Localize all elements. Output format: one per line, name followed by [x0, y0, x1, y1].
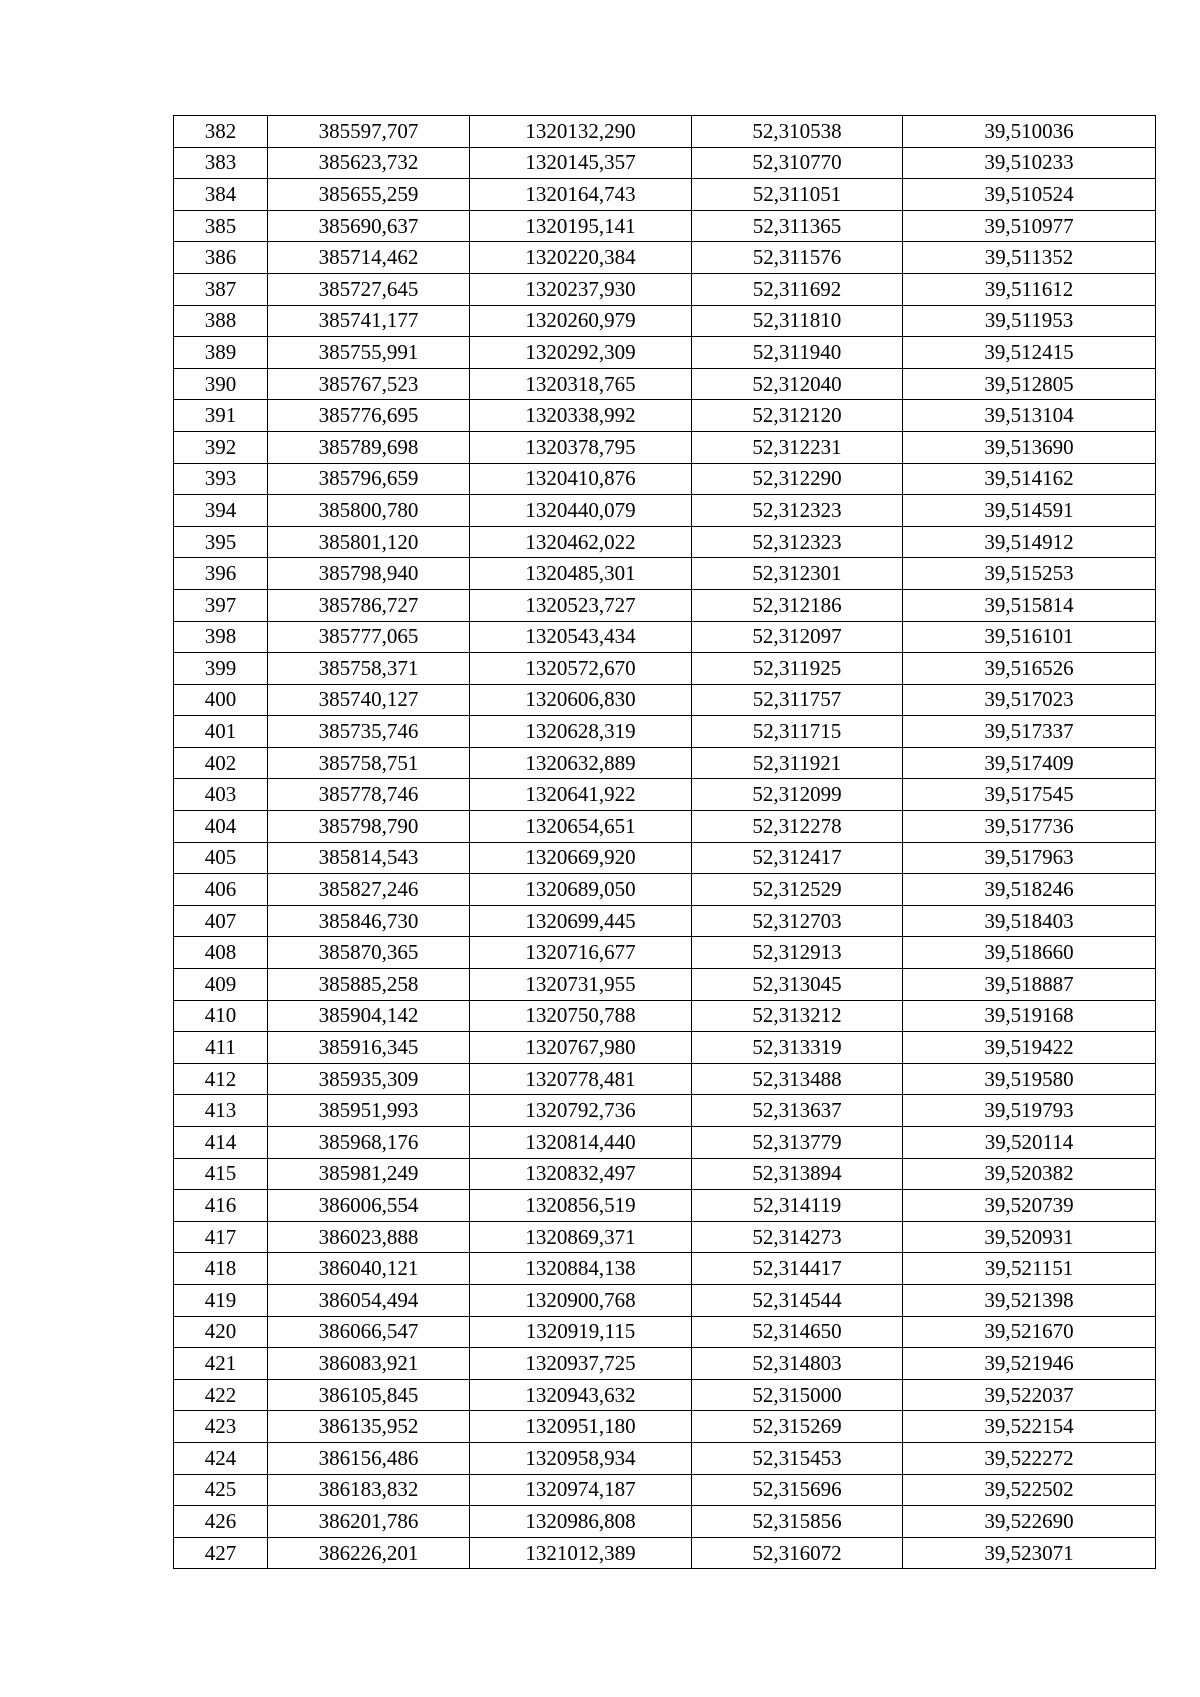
- y-coordinate-cell: 1320951,180: [470, 1411, 692, 1443]
- longitude-cell: 39,513690: [903, 431, 1156, 463]
- y-coordinate-cell: 1320195,141: [470, 210, 692, 242]
- point-number-cell: 390: [174, 368, 268, 400]
- table-row: [174, 1537, 1156, 1569]
- y-coordinate-cell: 1320164,743: [470, 179, 692, 211]
- x-coordinate-cell: 386105,845: [268, 1379, 470, 1411]
- table-row: [174, 1348, 1156, 1380]
- point-number-cell: 417: [174, 1221, 268, 1253]
- table-row: [174, 621, 1156, 653]
- y-coordinate-cell: 1320132,290: [470, 116, 692, 148]
- longitude-cell: 39,521398: [903, 1284, 1156, 1316]
- point-number-cell: 413: [174, 1095, 268, 1127]
- x-coordinate-cell: 385916,345: [268, 1032, 470, 1064]
- latitude-cell: 52,313319: [692, 1032, 903, 1064]
- longitude-cell: 39,517545: [903, 779, 1156, 811]
- longitude-cell: 39,510233: [903, 147, 1156, 179]
- longitude-cell: 39,517409: [903, 747, 1156, 779]
- point-number-cell: 389: [174, 337, 268, 369]
- latitude-cell: 52,312703: [692, 905, 903, 937]
- latitude-cell: 52,311757: [692, 684, 903, 716]
- table-row: [174, 1158, 1156, 1190]
- y-coordinate-cell: 1320919,115: [470, 1316, 692, 1348]
- latitude-cell: 52,312529: [692, 874, 903, 906]
- table-row: [174, 463, 1156, 495]
- table-row: [174, 684, 1156, 716]
- y-coordinate-cell: 1320654,651: [470, 811, 692, 843]
- longitude-cell: 39,518887: [903, 969, 1156, 1001]
- x-coordinate-cell: 385827,246: [268, 874, 470, 906]
- table-row: [174, 210, 1156, 242]
- latitude-cell: 52,313894: [692, 1158, 903, 1190]
- x-coordinate-cell: 386226,201: [268, 1537, 470, 1569]
- latitude-cell: 52,315000: [692, 1379, 903, 1411]
- x-coordinate-cell: 385801,120: [268, 526, 470, 558]
- longitude-cell: 39,511953: [903, 305, 1156, 337]
- point-number-cell: 400: [174, 684, 268, 716]
- y-coordinate-cell: 1320900,768: [470, 1284, 692, 1316]
- latitude-cell: 52,313637: [692, 1095, 903, 1127]
- point-number-cell: 407: [174, 905, 268, 937]
- y-coordinate-cell: 1320628,319: [470, 716, 692, 748]
- y-coordinate-cell: 1320523,727: [470, 589, 692, 621]
- table-row: [174, 969, 1156, 1001]
- table-row: [174, 1442, 1156, 1474]
- latitude-cell: 52,310538: [692, 116, 903, 148]
- point-number-cell: 398: [174, 621, 268, 653]
- table-row: [174, 1284, 1156, 1316]
- x-coordinate-cell: 386183,832: [268, 1474, 470, 1506]
- y-coordinate-cell: 1320145,357: [470, 147, 692, 179]
- latitude-cell: 52,312040: [692, 368, 903, 400]
- latitude-cell: 52,312278: [692, 811, 903, 843]
- y-coordinate-cell: 1320814,440: [470, 1127, 692, 1159]
- x-coordinate-cell: 385870,365: [268, 937, 470, 969]
- latitude-cell: 52,314417: [692, 1253, 903, 1285]
- latitude-cell: 52,311576: [692, 242, 903, 274]
- x-coordinate-cell: 385655,259: [268, 179, 470, 211]
- x-coordinate-cell: 386156,486: [268, 1442, 470, 1474]
- point-number-cell: 408: [174, 937, 268, 969]
- coordinates-table-body: [174, 116, 1156, 1569]
- y-coordinate-cell: 1320832,497: [470, 1158, 692, 1190]
- point-number-cell: 414: [174, 1127, 268, 1159]
- longitude-cell: 39,522154: [903, 1411, 1156, 1443]
- table-row: [174, 811, 1156, 843]
- x-coordinate-cell: 385727,645: [268, 273, 470, 305]
- table-row: [174, 337, 1156, 369]
- point-number-cell: 403: [174, 779, 268, 811]
- longitude-cell: 39,520739: [903, 1190, 1156, 1222]
- longitude-cell: 39,519168: [903, 1000, 1156, 1032]
- point-number-cell: 418: [174, 1253, 268, 1285]
- coordinates-table: [173, 115, 1156, 1569]
- y-coordinate-cell: 1320572,670: [470, 653, 692, 685]
- latitude-cell: 52,315856: [692, 1506, 903, 1538]
- y-coordinate-cell: 1320689,050: [470, 874, 692, 906]
- point-number-cell: 422: [174, 1379, 268, 1411]
- table-row: [174, 1411, 1156, 1443]
- latitude-cell: 52,311715: [692, 716, 903, 748]
- x-coordinate-cell: 386135,952: [268, 1411, 470, 1443]
- table-row: [174, 1474, 1156, 1506]
- longitude-cell: 39,523071: [903, 1537, 1156, 1569]
- latitude-cell: 52,312323: [692, 526, 903, 558]
- point-number-cell: 395: [174, 526, 268, 558]
- point-number-cell: 405: [174, 842, 268, 874]
- y-coordinate-cell: 1320606,830: [470, 684, 692, 716]
- x-coordinate-cell: 385800,780: [268, 495, 470, 527]
- x-coordinate-cell: 386201,786: [268, 1506, 470, 1538]
- table-row: [174, 1221, 1156, 1253]
- x-coordinate-cell: 386054,494: [268, 1284, 470, 1316]
- y-coordinate-cell: 1320986,808: [470, 1506, 692, 1538]
- x-coordinate-cell: 386083,921: [268, 1348, 470, 1380]
- y-coordinate-cell: 1320856,519: [470, 1190, 692, 1222]
- x-coordinate-cell: 385968,176: [268, 1127, 470, 1159]
- table-row: [174, 558, 1156, 590]
- longitude-cell: 39,510036: [903, 116, 1156, 148]
- table-row: [174, 305, 1156, 337]
- latitude-cell: 52,311810: [692, 305, 903, 337]
- point-number-cell: 404: [174, 811, 268, 843]
- latitude-cell: 52,310770: [692, 147, 903, 179]
- x-coordinate-cell: 386066,547: [268, 1316, 470, 1348]
- x-coordinate-cell: 385786,727: [268, 589, 470, 621]
- latitude-cell: 52,314119: [692, 1190, 903, 1222]
- table-row: [174, 1253, 1156, 1285]
- longitude-cell: 39,515253: [903, 558, 1156, 590]
- point-number-cell: 425: [174, 1474, 268, 1506]
- longitude-cell: 39,517963: [903, 842, 1156, 874]
- point-number-cell: 393: [174, 463, 268, 495]
- table-row: [174, 716, 1156, 748]
- x-coordinate-cell: 385776,695: [268, 400, 470, 432]
- longitude-cell: 39,510524: [903, 179, 1156, 211]
- latitude-cell: 52,314273: [692, 1221, 903, 1253]
- table-row: [174, 779, 1156, 811]
- table-row: [174, 368, 1156, 400]
- latitude-cell: 52,312099: [692, 779, 903, 811]
- latitude-cell: 52,315453: [692, 1442, 903, 1474]
- latitude-cell: 52,311365: [692, 210, 903, 242]
- table-row: [174, 589, 1156, 621]
- point-number-cell: 415: [174, 1158, 268, 1190]
- x-coordinate-cell: 385755,991: [268, 337, 470, 369]
- x-coordinate-cell: 385846,730: [268, 905, 470, 937]
- x-coordinate-cell: 385798,940: [268, 558, 470, 590]
- y-coordinate-cell: 1320778,481: [470, 1063, 692, 1095]
- latitude-cell: 52,315269: [692, 1411, 903, 1443]
- table-row: [174, 747, 1156, 779]
- x-coordinate-cell: 385778,746: [268, 779, 470, 811]
- longitude-cell: 39,512415: [903, 337, 1156, 369]
- point-number-cell: 416: [174, 1190, 268, 1222]
- y-coordinate-cell: 1320378,795: [470, 431, 692, 463]
- latitude-cell: 52,311925: [692, 653, 903, 685]
- point-number-cell: 426: [174, 1506, 268, 1538]
- point-number-cell: 427: [174, 1537, 268, 1569]
- latitude-cell: 52,312120: [692, 400, 903, 432]
- point-number-cell: 410: [174, 1000, 268, 1032]
- y-coordinate-cell: 1320731,955: [470, 969, 692, 1001]
- point-number-cell: 384: [174, 179, 268, 211]
- latitude-cell: 52,311921: [692, 747, 903, 779]
- y-coordinate-cell: 1320543,434: [470, 621, 692, 653]
- x-coordinate-cell: 385623,732: [268, 147, 470, 179]
- y-coordinate-cell: 1320750,788: [470, 1000, 692, 1032]
- point-number-cell: 387: [174, 273, 268, 305]
- y-coordinate-cell: 1320716,677: [470, 937, 692, 969]
- y-coordinate-cell: 1320958,934: [470, 1442, 692, 1474]
- table-row: [174, 179, 1156, 211]
- y-coordinate-cell: 1320462,022: [470, 526, 692, 558]
- x-coordinate-cell: 385789,698: [268, 431, 470, 463]
- table-row: [174, 1032, 1156, 1064]
- x-coordinate-cell: 385767,523: [268, 368, 470, 400]
- table-row: [174, 273, 1156, 305]
- x-coordinate-cell: 385777,065: [268, 621, 470, 653]
- y-coordinate-cell: 1320632,889: [470, 747, 692, 779]
- latitude-cell: 52,312186: [692, 589, 903, 621]
- point-number-cell: 406: [174, 874, 268, 906]
- x-coordinate-cell: 385690,637: [268, 210, 470, 242]
- longitude-cell: 39,517337: [903, 716, 1156, 748]
- latitude-cell: 52,311692: [692, 273, 903, 305]
- y-coordinate-cell: 1320943,632: [470, 1379, 692, 1411]
- longitude-cell: 39,522690: [903, 1506, 1156, 1538]
- latitude-cell: 52,312097: [692, 621, 903, 653]
- point-number-cell: 424: [174, 1442, 268, 1474]
- table-row: [174, 1063, 1156, 1095]
- latitude-cell: 52,312290: [692, 463, 903, 495]
- x-coordinate-cell: 386040,121: [268, 1253, 470, 1285]
- table-row: [174, 937, 1156, 969]
- y-coordinate-cell: 1320318,765: [470, 368, 692, 400]
- longitude-cell: 39,517023: [903, 684, 1156, 716]
- table-row: [174, 242, 1156, 274]
- longitude-cell: 39,515814: [903, 589, 1156, 621]
- latitude-cell: 52,311051: [692, 179, 903, 211]
- y-coordinate-cell: 1320440,079: [470, 495, 692, 527]
- x-coordinate-cell: 386006,554: [268, 1190, 470, 1222]
- longitude-cell: 39,522037: [903, 1379, 1156, 1411]
- table-row: [174, 1000, 1156, 1032]
- latitude-cell: 52,313779: [692, 1127, 903, 1159]
- table-row: [174, 842, 1156, 874]
- table-row: [174, 1506, 1156, 1538]
- longitude-cell: 39,520114: [903, 1127, 1156, 1159]
- table-row: [174, 431, 1156, 463]
- x-coordinate-cell: 385798,790: [268, 811, 470, 843]
- point-number-cell: 402: [174, 747, 268, 779]
- x-coordinate-cell: 385735,746: [268, 716, 470, 748]
- longitude-cell: 39,518246: [903, 874, 1156, 906]
- y-coordinate-cell: 1320237,930: [470, 273, 692, 305]
- y-coordinate-cell: 1320884,138: [470, 1253, 692, 1285]
- longitude-cell: 39,520931: [903, 1221, 1156, 1253]
- y-coordinate-cell: 1320937,725: [470, 1348, 692, 1380]
- latitude-cell: 52,314650: [692, 1316, 903, 1348]
- longitude-cell: 39,520382: [903, 1158, 1156, 1190]
- point-number-cell: 388: [174, 305, 268, 337]
- table-row: [174, 905, 1156, 937]
- x-coordinate-cell: 386023,888: [268, 1221, 470, 1253]
- point-number-cell: 401: [174, 716, 268, 748]
- x-coordinate-cell: 385741,177: [268, 305, 470, 337]
- latitude-cell: 52,316072: [692, 1537, 903, 1569]
- x-coordinate-cell: 385597,707: [268, 116, 470, 148]
- latitude-cell: 52,314544: [692, 1284, 903, 1316]
- longitude-cell: 39,516526: [903, 653, 1156, 685]
- point-number-cell: 409: [174, 969, 268, 1001]
- y-coordinate-cell: 1320792,736: [470, 1095, 692, 1127]
- longitude-cell: 39,511612: [903, 273, 1156, 305]
- table-row: [174, 1095, 1156, 1127]
- y-coordinate-cell: 1320338,992: [470, 400, 692, 432]
- point-number-cell: 419: [174, 1284, 268, 1316]
- point-number-cell: 420: [174, 1316, 268, 1348]
- x-coordinate-cell: 385796,659: [268, 463, 470, 495]
- point-number-cell: 423: [174, 1411, 268, 1443]
- x-coordinate-cell: 385814,543: [268, 842, 470, 874]
- y-coordinate-cell: 1320767,980: [470, 1032, 692, 1064]
- point-number-cell: 383: [174, 147, 268, 179]
- longitude-cell: 39,521670: [903, 1316, 1156, 1348]
- point-number-cell: 411: [174, 1032, 268, 1064]
- x-coordinate-cell: 385904,142: [268, 1000, 470, 1032]
- y-coordinate-cell: 1320485,301: [470, 558, 692, 590]
- longitude-cell: 39,511352: [903, 242, 1156, 274]
- latitude-cell: 52,313488: [692, 1063, 903, 1095]
- point-number-cell: 397: [174, 589, 268, 621]
- latitude-cell: 52,313212: [692, 1000, 903, 1032]
- x-coordinate-cell: 385758,371: [268, 653, 470, 685]
- latitude-cell: 52,312301: [692, 558, 903, 590]
- longitude-cell: 39,514162: [903, 463, 1156, 495]
- table-row: [174, 653, 1156, 685]
- y-coordinate-cell: 1320869,371: [470, 1221, 692, 1253]
- y-coordinate-cell: 1320641,922: [470, 779, 692, 811]
- table-row: [174, 1316, 1156, 1348]
- table-row: [174, 400, 1156, 432]
- y-coordinate-cell: 1320699,445: [470, 905, 692, 937]
- longitude-cell: 39,521946: [903, 1348, 1156, 1380]
- longitude-cell: 39,519580: [903, 1063, 1156, 1095]
- table-row: [174, 526, 1156, 558]
- latitude-cell: 52,312913: [692, 937, 903, 969]
- y-coordinate-cell: 1320260,979: [470, 305, 692, 337]
- longitude-cell: 39,518403: [903, 905, 1156, 937]
- latitude-cell: 52,312231: [692, 431, 903, 463]
- x-coordinate-cell: 385981,249: [268, 1158, 470, 1190]
- longitude-cell: 39,513104: [903, 400, 1156, 432]
- longitude-cell: 39,522502: [903, 1474, 1156, 1506]
- point-number-cell: 394: [174, 495, 268, 527]
- table-row: [174, 116, 1156, 148]
- y-coordinate-cell: 1321012,389: [470, 1537, 692, 1569]
- x-coordinate-cell: 385885,258: [268, 969, 470, 1001]
- point-number-cell: 421: [174, 1348, 268, 1380]
- point-number-cell: 392: [174, 431, 268, 463]
- latitude-cell: 52,313045: [692, 969, 903, 1001]
- table-row: [174, 874, 1156, 906]
- y-coordinate-cell: 1320220,384: [470, 242, 692, 274]
- longitude-cell: 39,517736: [903, 811, 1156, 843]
- x-coordinate-cell: 385935,309: [268, 1063, 470, 1095]
- longitude-cell: 39,514591: [903, 495, 1156, 527]
- longitude-cell: 39,510977: [903, 210, 1156, 242]
- point-number-cell: 391: [174, 400, 268, 432]
- y-coordinate-cell: 1320974,187: [470, 1474, 692, 1506]
- latitude-cell: 52,312417: [692, 842, 903, 874]
- point-number-cell: 385: [174, 210, 268, 242]
- latitude-cell: 52,315696: [692, 1474, 903, 1506]
- y-coordinate-cell: 1320410,876: [470, 463, 692, 495]
- x-coordinate-cell: 385714,462: [268, 242, 470, 274]
- point-number-cell: 382: [174, 116, 268, 148]
- longitude-cell: 39,521151: [903, 1253, 1156, 1285]
- longitude-cell: 39,518660: [903, 937, 1156, 969]
- longitude-cell: 39,519793: [903, 1095, 1156, 1127]
- longitude-cell: 39,514912: [903, 526, 1156, 558]
- point-number-cell: 412: [174, 1063, 268, 1095]
- point-number-cell: 396: [174, 558, 268, 590]
- point-number-cell: 386: [174, 242, 268, 274]
- x-coordinate-cell: 385758,751: [268, 747, 470, 779]
- latitude-cell: 52,312323: [692, 495, 903, 527]
- x-coordinate-cell: 385740,127: [268, 684, 470, 716]
- longitude-cell: 39,522272: [903, 1442, 1156, 1474]
- latitude-cell: 52,314803: [692, 1348, 903, 1380]
- table-row: [174, 1190, 1156, 1222]
- longitude-cell: 39,519422: [903, 1032, 1156, 1064]
- x-coordinate-cell: 385951,993: [268, 1095, 470, 1127]
- longitude-cell: 39,512805: [903, 368, 1156, 400]
- latitude-cell: 52,311940: [692, 337, 903, 369]
- y-coordinate-cell: 1320292,309: [470, 337, 692, 369]
- table-row: [174, 1379, 1156, 1411]
- table-row: [174, 495, 1156, 527]
- table-row: [174, 147, 1156, 179]
- longitude-cell: 39,516101: [903, 621, 1156, 653]
- table-row: [174, 1127, 1156, 1159]
- point-number-cell: 399: [174, 653, 268, 685]
- y-coordinate-cell: 1320669,920: [470, 842, 692, 874]
